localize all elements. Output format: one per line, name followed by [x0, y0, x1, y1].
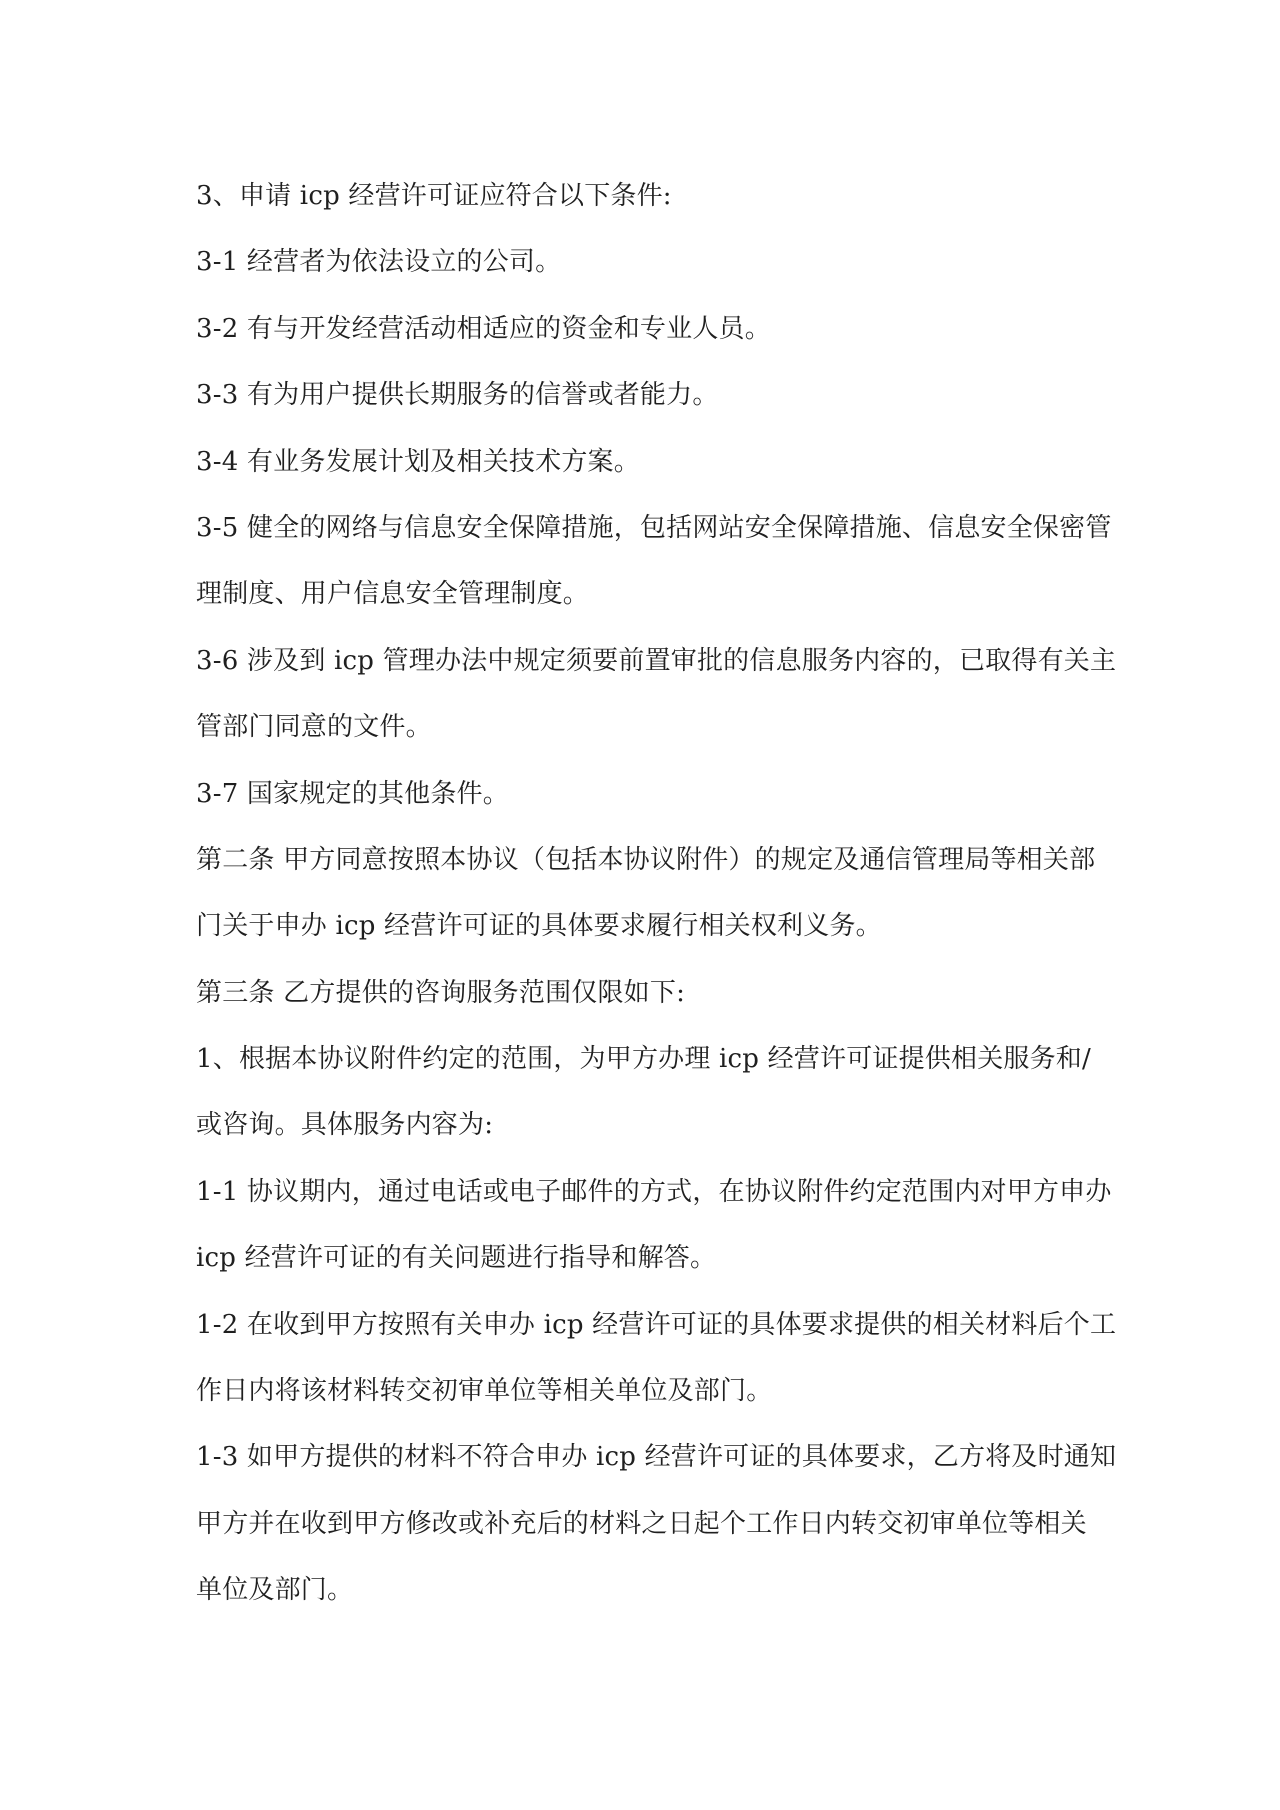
text-line: 3-6 涉及到 icp 管理办法中规定须要前置审批的信息服务内容的，已取得有关主	[196, 645, 1117, 676]
text-line: 或咨询。具体服务内容为:	[196, 1110, 494, 1141]
text-line: 作日内将该材料转交初审单位等相关单位及部门。	[196, 1376, 773, 1407]
text-line: 甲方并在收到甲方修改或补充后的材料之日起个工作日内转交初审单位等相关	[196, 1508, 1087, 1539]
text-line: icp 经营许可证的有关问题进行指导和解答。	[196, 1243, 717, 1274]
text-line: 门关于申办 icp 经营许可证的具体要求履行相关权利义务。	[196, 911, 882, 942]
text-line: 1、根据本协议附件约定的范围，为甲方办理 icp 经营许可证提供相关服务和/	[196, 1044, 1091, 1075]
text-line: 理制度、用户信息安全管理制度。	[196, 579, 590, 610]
text-line: 3、申请 icp 经营许可证应符合以下条件:	[196, 181, 672, 211]
text-line: 3-1 经营者为依法设立的公司。	[196, 247, 562, 278]
text-line: 1-1 协议期内，通过电话或电子邮件的方式，在协议附件约定范围内对甲方申办	[196, 1176, 1112, 1207]
text-line: 1-2 在收到甲方按照有关申办 icp 经营许可证的具体要求提供的相关材料后个工	[196, 1309, 1117, 1340]
text-line: 单位及部门。	[196, 1575, 354, 1606]
text-line: 第三条 乙方提供的咨询服务范围仅限如下:	[196, 977, 686, 1008]
text-line: 1-3 如甲方提供的材料不符合申办 icp 经营许可证的具体要求，乙方将及时通知	[196, 1442, 1117, 1473]
text-line: 3-4 有业务发展计划及相关技术方案。	[196, 446, 640, 477]
document-body	[196, 163, 1117, 1624]
text-line: 3-7 国家规定的其他条件。	[196, 778, 509, 809]
text-line: 第二条 甲方同意按照本协议（包括本协议附件）的规定及通信管理局等相关部	[196, 844, 1096, 875]
text-line: 3-5 健全的网络与信息安全保障措施，包括网站安全保障措施、信息安全保密管	[196, 512, 1112, 543]
text-line: 管部门同意的文件。	[196, 712, 432, 743]
text-line: 3-3 有为用户提供长期服务的信誉或者能力。	[196, 380, 719, 411]
text-line: 3-2 有与开发经营活动相适应的资金和专业人员。	[196, 313, 771, 344]
